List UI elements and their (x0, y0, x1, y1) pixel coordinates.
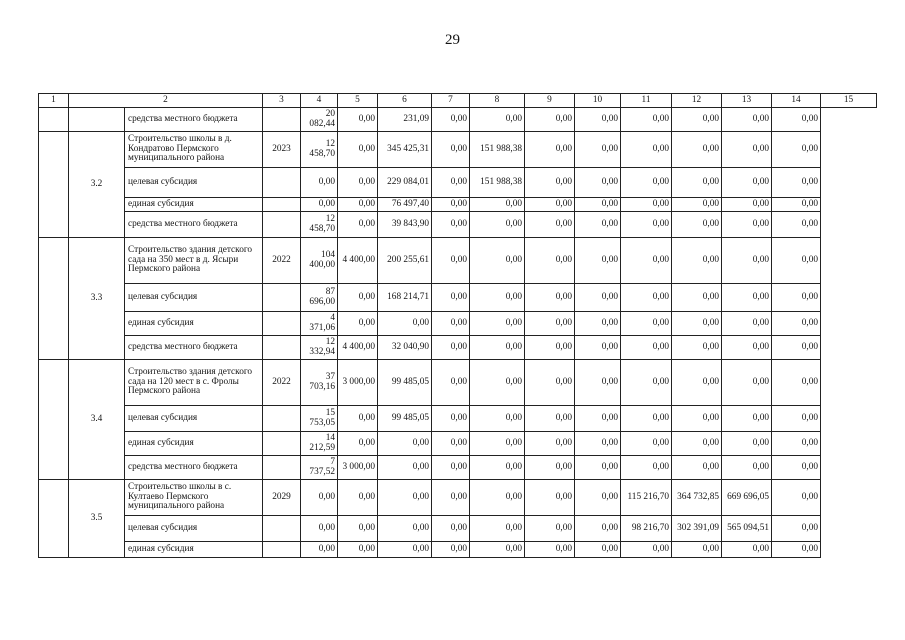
value-cell: 0,00 (722, 284, 772, 312)
value-cell: 0,00 (772, 238, 821, 284)
header-cell: 15 (821, 94, 877, 108)
value-cell: 0,00 (722, 336, 772, 360)
value-cell: 0,00 (432, 238, 470, 284)
value-cell: 0,00 (470, 456, 525, 480)
value-cell: 0,00 (525, 312, 575, 336)
header-cell: 6 (378, 94, 432, 108)
value-cell: 0,00 (575, 132, 621, 168)
item-name-cell: целевая субсидия (125, 516, 263, 542)
value-cell: 87 696,00 (301, 284, 338, 312)
item-name-cell: единая субсидия (125, 542, 263, 558)
item-year-cell (263, 542, 301, 558)
value-cell: 0,00 (378, 480, 432, 516)
value-cell: 0,00 (378, 516, 432, 542)
item-year-cell (263, 168, 301, 198)
table-row (39, 480, 877, 516)
table-row (39, 516, 877, 542)
item-name-cell: средства местного бюджета (125, 456, 263, 480)
value-cell: 0,00 (672, 312, 722, 336)
value-cell: 0,00 (470, 360, 525, 406)
value-cell: 0,00 (525, 360, 575, 406)
value-cell: 20 082,44 (301, 108, 338, 132)
header-cell: 10 (575, 94, 621, 108)
value-cell: 0,00 (470, 480, 525, 516)
value-cell: 0,00 (722, 212, 772, 238)
value-cell: 0,00 (772, 212, 821, 238)
value-cell: 37 703,16 (301, 360, 338, 406)
item-code-cell (69, 108, 125, 132)
value-cell: 0,00 (575, 108, 621, 132)
item-name-cell: средства местного бюджета (125, 336, 263, 360)
value-cell: 0,00 (575, 480, 621, 516)
value-cell: 0,00 (672, 238, 722, 284)
value-cell: 0,00 (672, 168, 722, 198)
item-year-cell (263, 336, 301, 360)
value-cell: 0,00 (432, 132, 470, 168)
table-row (39, 212, 877, 238)
value-cell: 0,00 (525, 198, 575, 212)
value-cell: 3 000,00 (338, 456, 378, 480)
col1-cell (39, 108, 69, 132)
value-cell: 0,00 (722, 108, 772, 132)
value-cell: 0,00 (525, 168, 575, 198)
value-cell: 0,00 (378, 456, 432, 480)
value-cell: 0,00 (301, 480, 338, 516)
value-cell: 0,00 (338, 198, 378, 212)
value-cell: 0,00 (575, 212, 621, 238)
table-row (39, 284, 877, 312)
value-cell: 99 485,05 (378, 360, 432, 406)
value-cell: 0,00 (432, 312, 470, 336)
value-cell: 0,00 (672, 542, 722, 558)
value-cell: 0,00 (470, 336, 525, 360)
value-cell: 0,00 (672, 456, 722, 480)
value-cell: 0,00 (525, 108, 575, 132)
item-year-cell (263, 456, 301, 480)
value-cell: 0,00 (575, 198, 621, 212)
value-cell: 0,00 (621, 108, 672, 132)
value-cell: 7 737,52 (301, 456, 338, 480)
value-cell: 0,00 (432, 108, 470, 132)
value-cell: 0,00 (621, 456, 672, 480)
value-cell: 0,00 (772, 312, 821, 336)
value-cell: 32 040,90 (378, 336, 432, 360)
value-cell: 0,00 (301, 168, 338, 198)
value-cell: 0,00 (338, 480, 378, 516)
table-row (39, 168, 877, 198)
value-cell: 0,00 (338, 108, 378, 132)
value-cell: 0,00 (722, 238, 772, 284)
value-cell: 15 753,05 (301, 406, 338, 432)
value-cell: 0,00 (378, 542, 432, 558)
value-cell: 0,00 (621, 432, 672, 456)
value-cell: 0,00 (672, 132, 722, 168)
item-year-cell (263, 432, 301, 456)
item-year-cell: 2022 (263, 238, 301, 284)
value-cell: 0,00 (772, 360, 821, 406)
value-cell: 0,00 (621, 406, 672, 432)
value-cell: 0,00 (470, 312, 525, 336)
item-year-cell (263, 212, 301, 238)
value-cell: 0,00 (575, 336, 621, 360)
col1-cell (39, 132, 69, 238)
value-cell: 0,00 (575, 456, 621, 480)
item-year-cell: 2022 (263, 360, 301, 406)
value-cell: 0,00 (525, 456, 575, 480)
value-cell: 200 255,61 (378, 238, 432, 284)
value-cell: 0,00 (525, 212, 575, 238)
item-name-cell: целевая субсидия (125, 284, 263, 312)
item-year-cell: 2029 (263, 480, 301, 516)
header-cell: 1 (39, 94, 69, 108)
header-cell: 14 (772, 94, 821, 108)
value-cell: 0,00 (772, 284, 821, 312)
value-cell: 0,00 (575, 312, 621, 336)
header-cell: 4 (301, 94, 338, 108)
value-cell: 0,00 (525, 516, 575, 542)
item-code-cell: 3.4 (69, 360, 125, 480)
value-cell: 0,00 (525, 432, 575, 456)
item-code-cell: 3.2 (69, 132, 125, 238)
item-name-cell: целевая субсидия (125, 406, 263, 432)
item-year-cell (263, 516, 301, 542)
value-cell: 168 214,71 (378, 284, 432, 312)
item-name-cell: единая субсидия (125, 198, 263, 212)
value-cell: 0,00 (772, 516, 821, 542)
value-cell: 0,00 (575, 168, 621, 198)
value-cell: 0,00 (470, 432, 525, 456)
page-number: 29 (445, 32, 460, 48)
value-cell: 345 425,31 (378, 132, 432, 168)
value-cell: 0,00 (772, 542, 821, 558)
value-cell: 0,00 (722, 406, 772, 432)
value-cell: 0,00 (672, 284, 722, 312)
value-cell: 0,00 (470, 284, 525, 312)
value-cell: 0,00 (301, 516, 338, 542)
item-name-cell: целевая субсидия (125, 168, 263, 198)
value-cell: 302 391,09 (672, 516, 722, 542)
value-cell: 0,00 (672, 432, 722, 456)
value-cell: 0,00 (432, 168, 470, 198)
col1-cell (39, 360, 69, 480)
value-cell: 0,00 (772, 132, 821, 168)
value-cell: 0,00 (378, 432, 432, 456)
value-cell: 0,00 (338, 406, 378, 432)
value-cell: 0,00 (470, 516, 525, 542)
value-cell: 0,00 (772, 480, 821, 516)
value-cell: 0,00 (338, 516, 378, 542)
table-row (39, 132, 877, 168)
value-cell: 0,00 (301, 198, 338, 212)
value-cell: 0,00 (378, 312, 432, 336)
value-cell: 0,00 (525, 542, 575, 558)
item-year-cell (263, 284, 301, 312)
table-row (39, 312, 877, 336)
value-cell: 0,00 (575, 284, 621, 312)
value-cell: 0,00 (470, 238, 525, 284)
value-cell: 0,00 (621, 360, 672, 406)
table-row (39, 238, 877, 284)
value-cell: 99 485,05 (378, 406, 432, 432)
value-cell: 0,00 (525, 132, 575, 168)
value-cell: 0,00 (722, 198, 772, 212)
value-cell: 0,00 (722, 360, 772, 406)
budget-table (38, 93, 877, 558)
value-cell: 0,00 (621, 284, 672, 312)
table-row (39, 198, 877, 212)
value-cell: 0,00 (432, 360, 470, 406)
value-cell: 12 458,70 (301, 212, 338, 238)
value-cell: 0,00 (672, 212, 722, 238)
value-cell: 0,00 (470, 108, 525, 132)
item-name-cell: единая субсидия (125, 312, 263, 336)
value-cell: 0,00 (621, 238, 672, 284)
value-cell: 669 696,05 (722, 480, 772, 516)
value-cell: 0,00 (432, 284, 470, 312)
value-cell: 0,00 (470, 212, 525, 238)
value-cell: 0,00 (432, 516, 470, 542)
value-cell: 0,00 (722, 132, 772, 168)
table-row (39, 432, 877, 456)
item-year-cell (263, 198, 301, 212)
value-cell: 0,00 (621, 198, 672, 212)
value-cell: 0,00 (722, 312, 772, 336)
value-cell: 151 988,38 (470, 132, 525, 168)
value-cell: 0,00 (470, 198, 525, 212)
table-row (39, 360, 877, 406)
value-cell: 0,00 (772, 198, 821, 212)
value-cell: 0,00 (621, 168, 672, 198)
value-cell: 104 400,00 (301, 238, 338, 284)
value-cell: 0,00 (575, 360, 621, 406)
value-cell: 229 084,01 (378, 168, 432, 198)
value-cell: 0,00 (672, 108, 722, 132)
value-cell: 0,00 (432, 198, 470, 212)
value-cell: 0,00 (621, 132, 672, 168)
value-cell: 115 216,70 (621, 480, 672, 516)
value-cell: 0,00 (338, 542, 378, 558)
value-cell: 0,00 (338, 212, 378, 238)
value-cell: 0,00 (672, 336, 722, 360)
value-cell: 0,00 (575, 238, 621, 284)
value-cell: 0,00 (525, 406, 575, 432)
item-name-cell: средства местного бюджета (125, 108, 263, 132)
item-year-cell (263, 406, 301, 432)
value-cell: 0,00 (470, 542, 525, 558)
value-cell: 0,00 (621, 336, 672, 360)
value-cell: 12 458,70 (301, 132, 338, 168)
value-cell: 4 400,00 (338, 336, 378, 360)
header-cell: 13 (722, 94, 772, 108)
value-cell: 0,00 (432, 212, 470, 238)
value-cell: 0,00 (672, 198, 722, 212)
value-cell: 0,00 (722, 542, 772, 558)
value-cell: 14 212,59 (301, 432, 338, 456)
item-year-cell (263, 312, 301, 336)
value-cell: 0,00 (338, 312, 378, 336)
value-cell: 0,00 (672, 406, 722, 432)
value-cell: 364 732,85 (672, 480, 722, 516)
table-row (39, 542, 877, 558)
value-cell: 0,00 (772, 168, 821, 198)
value-cell: 0,00 (722, 432, 772, 456)
value-cell: 0,00 (575, 542, 621, 558)
value-cell: 0,00 (722, 456, 772, 480)
item-name-cell: средства местного бюджета (125, 212, 263, 238)
value-cell: 0,00 (575, 516, 621, 542)
value-cell: 0,00 (772, 108, 821, 132)
value-cell: 76 497,40 (378, 198, 432, 212)
item-code-cell: 3.3 (69, 238, 125, 360)
table-row (39, 108, 877, 132)
value-cell: 0,00 (432, 406, 470, 432)
value-cell: 98 216,70 (621, 516, 672, 542)
item-name-cell: Строительство здания детского сада на 350 мест в д. Ясыри Пермского района (125, 238, 263, 284)
value-cell: 12 332,94 (301, 336, 338, 360)
value-cell: 0,00 (525, 480, 575, 516)
value-cell: 0,00 (525, 284, 575, 312)
value-cell: 0,00 (432, 432, 470, 456)
value-cell: 0,00 (525, 238, 575, 284)
value-cell: 0,00 (338, 168, 378, 198)
item-year-cell: 2023 (263, 132, 301, 168)
table-row (39, 456, 877, 480)
value-cell: 0,00 (621, 542, 672, 558)
value-cell: 0,00 (338, 132, 378, 168)
value-cell: 565 094,51 (722, 516, 772, 542)
value-cell: 0,00 (525, 336, 575, 360)
value-cell: 0,00 (621, 312, 672, 336)
value-cell: 0,00 (772, 336, 821, 360)
value-cell: 0,00 (772, 406, 821, 432)
col1-cell (39, 480, 69, 558)
header-cell: 2 (69, 94, 263, 108)
item-name-cell: Строительство здания детского сада на 120 мест в с. Фролы Пермского района (125, 360, 263, 406)
value-cell: 0,00 (575, 406, 621, 432)
header-cell: 11 (621, 94, 672, 108)
header-cell: 9 (525, 94, 575, 108)
value-cell: 4 371,06 (301, 312, 338, 336)
header-cell: 8 (470, 94, 525, 108)
item-name-cell: Строительство школы в с. Култаево Пермского муниципального района (125, 480, 263, 516)
header-cell: 7 (432, 94, 470, 108)
header-cell: 3 (263, 94, 301, 108)
value-cell: 0,00 (432, 542, 470, 558)
value-cell: 3 000,00 (338, 360, 378, 406)
value-cell: 0,00 (722, 168, 772, 198)
item-year-cell (263, 108, 301, 132)
value-cell: 0,00 (301, 542, 338, 558)
col1-cell (39, 238, 69, 360)
table-row (39, 336, 877, 360)
value-cell: 39 843,90 (378, 212, 432, 238)
value-cell: 0,00 (432, 336, 470, 360)
value-cell: 0,00 (621, 212, 672, 238)
header-row (39, 94, 877, 108)
value-cell: 4 400,00 (338, 238, 378, 284)
value-cell: 0,00 (432, 480, 470, 516)
value-cell: 0,00 (470, 406, 525, 432)
item-name-cell: Строительство школы в д. Кондратово Пермского муниципального района (125, 132, 263, 168)
value-cell: 0,00 (338, 432, 378, 456)
item-code-cell: 3.5 (69, 480, 125, 558)
value-cell: 231,09 (378, 108, 432, 132)
header-cell: 5 (338, 94, 378, 108)
value-cell: 0,00 (338, 284, 378, 312)
header-cell: 12 (672, 94, 722, 108)
item-name-cell: единая субсидия (125, 432, 263, 456)
value-cell: 0,00 (772, 432, 821, 456)
value-cell: 0,00 (772, 456, 821, 480)
value-cell: 0,00 (672, 360, 722, 406)
value-cell: 151 988,38 (470, 168, 525, 198)
table-row (39, 406, 877, 432)
value-cell: 0,00 (575, 432, 621, 456)
value-cell: 0,00 (432, 456, 470, 480)
